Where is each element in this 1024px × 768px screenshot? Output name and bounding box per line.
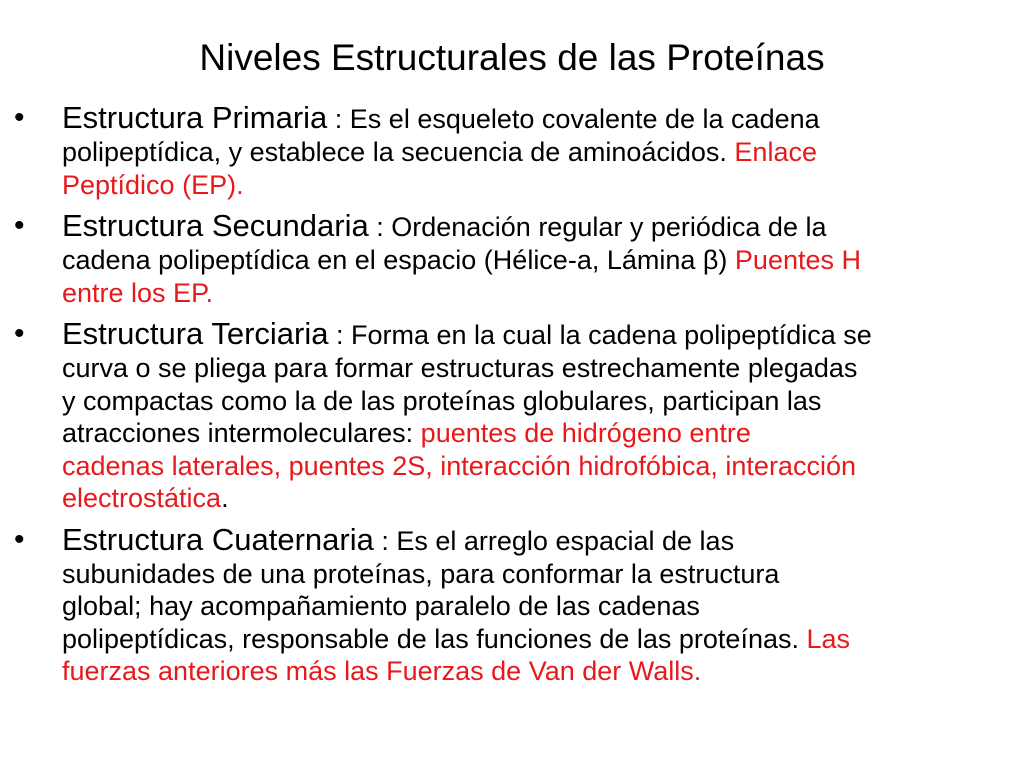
bullet-heading: Estructura Terciaria [62,316,329,351]
text-line [62,317,992,352]
text-line [62,277,992,310]
bullet-dot-icon: • [14,209,25,242]
text-span: global; hay acompañamiento paralelo de las cadenas [62,591,700,621]
text-line [62,623,992,656]
bullet-dot-icon: • [14,317,25,350]
text-line [62,482,992,515]
bullet-secondary-structure [14,208,992,309]
text-line [62,590,992,623]
text-line [62,101,992,136]
slide-title: Niveles Estructurales de las Proteínas [199,37,825,78]
text-line [62,523,992,558]
highlight-span: Puentes H [734,245,861,275]
highlight-span: electrostática [62,483,222,513]
bullet-dot-icon: • [14,522,25,556]
text-line [62,385,992,418]
highlight-span: puentes de hidrógeno entre [420,418,751,448]
highlight-span: Las [806,623,851,654]
bullet-list [14,100,992,696]
highlight-span: cadenas laterales, puentes 2S, interacción hidrofóbica, interacción [62,450,856,481]
text-span: atracciones intermoleculares: [62,418,421,448]
highlight-span: Peptídico (EP). [62,169,244,200]
bullet-dot-icon: • [14,101,25,134]
bullet-heading: Estructura Cuaternaria [62,521,374,557]
bullet-heading: Estructura Secundaria [62,208,369,243]
text-span: : Es el esqueleto covalente de la cadena [327,104,820,134]
highlight-span: Enlace [734,137,817,167]
text-span: polipeptídicas, responsable de las funciones de las proteínas. [62,623,807,654]
text-line [62,209,992,244]
text-span: : Es el arreglo espacial de las [373,525,735,556]
text-line [62,244,992,277]
text-line [62,352,992,385]
text-line [62,417,992,450]
text-line [62,136,992,169]
highlight-span: entre los EP. [62,277,214,308]
bullet-heading: Estructura Primaria [62,100,328,135]
highlight-span: fuerzas anteriores más las Fuerzas de Van der Walls. [62,656,702,686]
text-span: curva o se pliega para formar estructuras estrechamente plegadas [62,353,858,383]
text-span: y compactas como la de las proteínas globulares, participan las [62,385,822,416]
text-line [62,655,992,688]
text-span: : Ordenación regular y periódica de la [368,212,827,242]
text-span: cadena polipeptídica en el espacio (Hélice-a, Lámina β) [62,245,735,275]
text-span: : Forma en la cual la cadena polipeptídica se [328,320,872,350]
text-line [62,558,992,591]
text-line [62,450,992,483]
text-span: . [221,483,229,513]
bullet-primary-structure [14,100,992,201]
bullet-quaternary-structure [14,521,992,688]
text-span: polipeptídica, y establece la secuencia de aminoácidos. [62,137,735,167]
text-span: subunidades de una proteínas, para conformar la estructura [62,558,780,589]
text-line [62,169,992,202]
bullet-tertiary-structure [14,316,992,515]
